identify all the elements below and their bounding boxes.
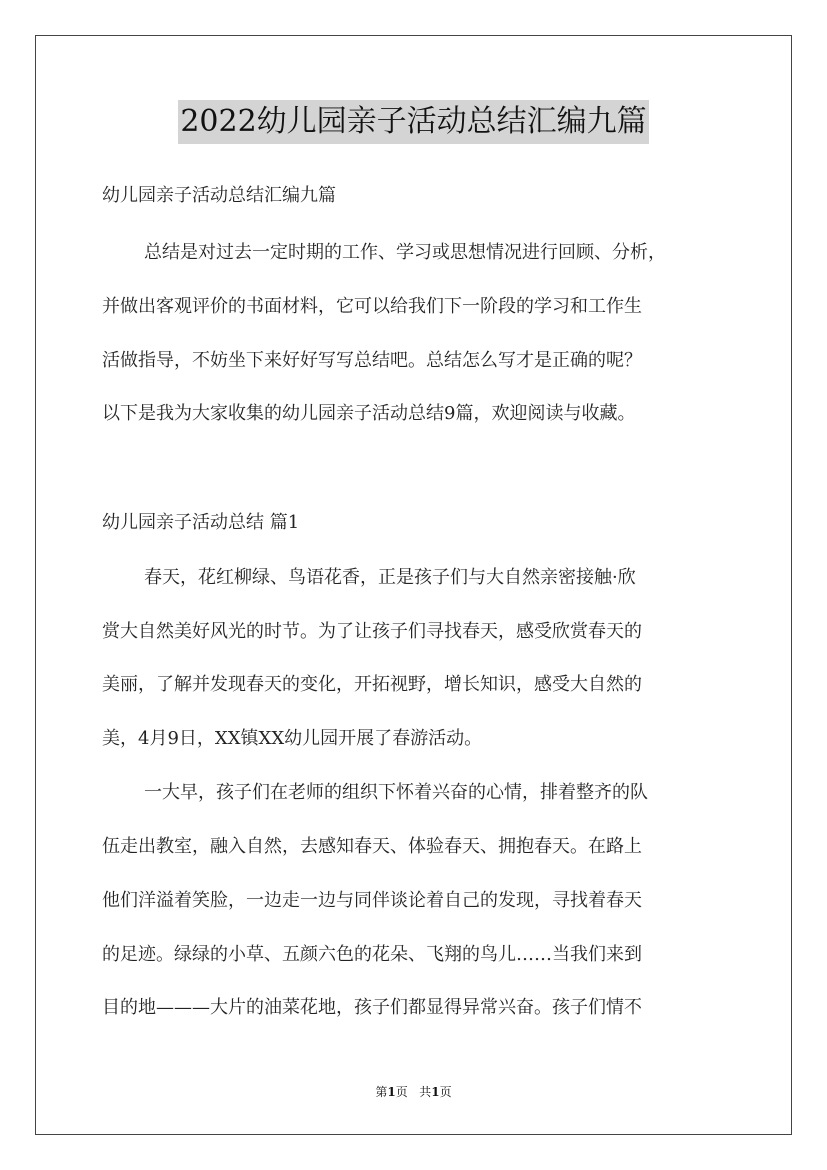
paragraph-line: 的足迹。绿绿的小草、五颜六色的花朵、飞翔的鸟儿……当我们来到 [102,944,642,965]
paragraph-line: 目的地———大片的油菜花地，孩子们都显得异常兴奋。孩子们情不 [102,997,642,1018]
page-prefix: 第 [375,1085,388,1099]
intro-line: 并做出客观评价的书面材料，它可以给我们下一阶段的学习和工作生 [102,296,642,317]
paragraph-line: 美丽，了解并发现春天的变化，开拓视野，增长知识，感受大自然的 [102,674,642,695]
paragraph-line: 美，4月9日，XX镇XX幼儿园开展了春游活动。 [102,728,483,749]
paragraph-line: 春天，花红柳绿、鸟语花香，正是孩子们与大自然亲密接触·欣 [144,567,636,588]
section-heading: 幼儿园亲子活动总结 篇1 [102,512,300,533]
intro-line: 总结是对过去一定时期的工作、学习或思想情况进行回顾、分析， [144,242,666,263]
paragraph-line: 他们洋溢着笑脸，一边走一边与同伴谈论着自己的发现，寻找着春天 [102,890,642,911]
title-wrap [0,100,827,144]
paragraph-line: 赏大自然美好风光的时节。为了让孩子们寻找春天，感受欣赏春天的 [102,621,642,642]
paragraph-line: 一大早，孩子们在老师的组织下怀着兴奋的心情，排着整齐的队 [144,782,648,803]
total-suffix: 页 [439,1085,452,1099]
page-footer [0,1083,827,1100]
total-prefix: 共 [419,1085,432,1099]
paragraph-line: 伍走出教室，融入自然，去感知春天、体验春天、拥抱春天。在路上 [102,836,642,857]
document-subtitle: 幼儿园亲子活动总结汇编九篇 [102,185,336,206]
intro-line: 以下是我为大家收集的幼儿园亲子活动总结9篇，欢迎阅读与收藏。 [102,403,636,424]
page-number: 1 [387,1085,396,1099]
document-title: 2022幼儿园亲子活动总结汇编九篇 [178,100,648,144]
intro-line: 活做指导，不妨坐下来好好写写总结吧。总结怎么写才是正确的呢？ [102,350,642,371]
page-suffix: 页 [395,1085,408,1099]
total-pages: 1 [431,1085,440,1099]
